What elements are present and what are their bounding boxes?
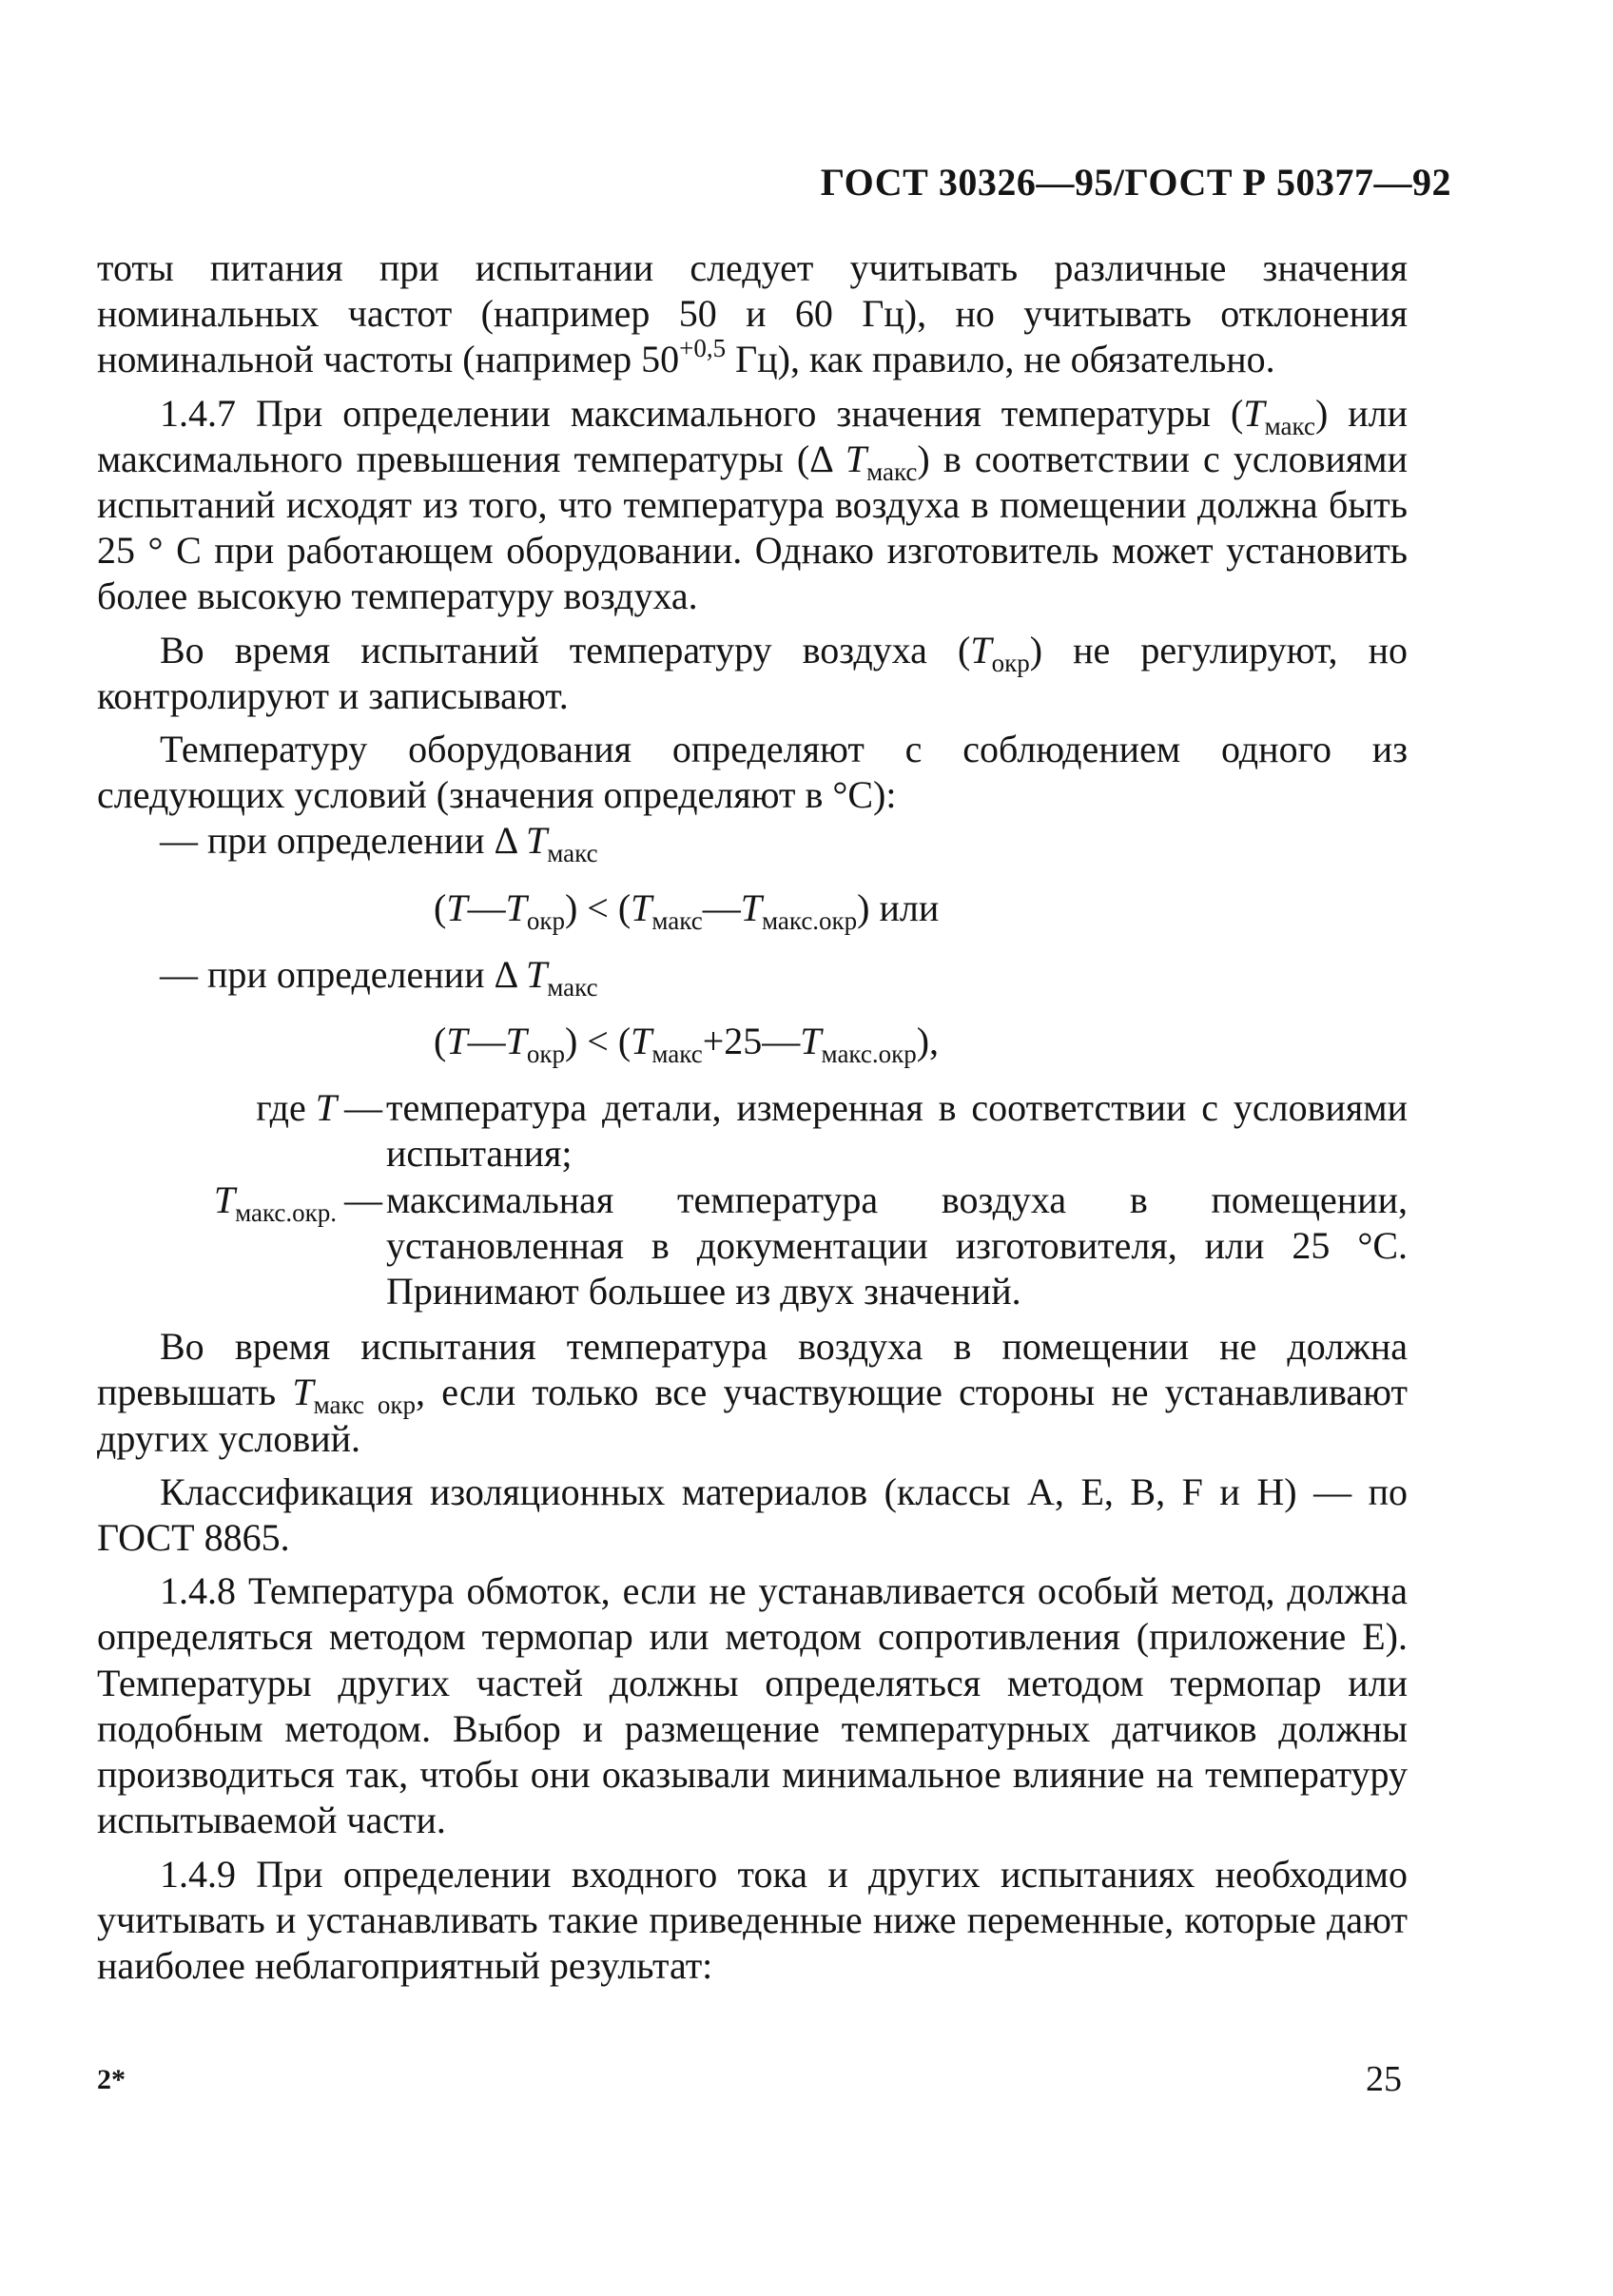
formula-part: ), [916, 1020, 940, 1063]
symbol: T [1243, 391, 1265, 435]
paragraph-1-4-8: 1.4.8 Температура обмоток, если не устанавливается особый метод, должна определяться методом термопар или методом сопротивления (приложение Е). Температуры других частей должны определяться методом термопар или подобным методом. Выбор и размещение температурных датчиков должны производиться так, чтобы они оказывали минимальное влияние на температуру испытываемой части. [97, 1569, 1408, 1842]
document-header: ГОСТ 30326—95/ГОСТ Р 50377—92 [820, 161, 1451, 204]
definition-list [97, 1085, 1408, 1314]
symbol: T [740, 885, 762, 929]
formula-part: ( [434, 885, 447, 929]
body-text [97, 245, 1408, 1989]
text-run: , если только все участвующие стороны не устанавливают других условий. [97, 1371, 1409, 1460]
paragraph-room-temp [97, 1324, 1408, 1462]
formula-part: ) < ( [564, 1020, 632, 1063]
text-run: — при определении Δ [160, 819, 526, 863]
symbol: T [292, 1371, 314, 1414]
definition-term [97, 1085, 337, 1131]
symbol: T [526, 952, 548, 996]
subscript: окр [526, 1040, 565, 1069]
page-number: 25 [1366, 2059, 1402, 2099]
definition-text: максимальная температура воздуха в помещении, установленная в документации изготовителя, или 25 °С. Принимают большее из двух значений. [386, 1177, 1408, 1313]
subscript: макс.окр. [235, 1197, 337, 1227]
formula-part: — [467, 885, 506, 929]
paragraph-air-temp [97, 628, 1408, 719]
superscript: +0,5 [679, 334, 727, 363]
symbol: T [845, 437, 867, 480]
subscript: макс [1264, 411, 1315, 440]
condition-2 [97, 952, 1408, 1002]
definition-term [97, 1177, 337, 1227]
subscript: окр [991, 648, 1030, 677]
subscript: макс.окр [821, 1040, 917, 1069]
symbol: T [970, 628, 992, 671]
condition-1 [97, 818, 1408, 868]
paragraph-1-4-9: 1.4.9 При определении входного тока и других испытаниях необходимо учитывать и устанавливать такие приведенные ниже переменные, которые дают наиболее неблагоприятный результат: [97, 1852, 1408, 1987]
symbol: T [631, 1020, 652, 1063]
signature-mark: 2* [97, 2064, 126, 2095]
subscript: макс [866, 457, 918, 486]
symbol: T [505, 885, 527, 929]
subscript: макс.окр [761, 905, 858, 935]
symbol: T [631, 885, 652, 929]
subscript: макс [547, 972, 598, 1002]
symbol: T [446, 1020, 468, 1063]
definition-text: температура детали, измеренная в соответствии с условиями испытания; [386, 1086, 1408, 1176]
subscript: макс окр [313, 1391, 417, 1420]
paragraph-1-4-7 [97, 391, 1408, 620]
definition-dash: — [344, 1086, 382, 1130]
symbol: T [446, 885, 468, 929]
formula-part: — [467, 1020, 506, 1063]
symbol: T [526, 819, 548, 863]
formula-part: +25— [702, 1020, 801, 1063]
definition-prefix: где [256, 1086, 316, 1130]
text-run: Гц), как правило, не обязательно. [726, 338, 1275, 381]
definition-dash: — [344, 1177, 382, 1221]
subscript: макс [547, 839, 598, 868]
text-run: — при определении Δ [160, 952, 526, 996]
text-run: Во время испытаний температуру воздуха ( [160, 628, 971, 671]
subscript: окр [526, 905, 565, 935]
formula-part: — [702, 885, 741, 929]
formula-part: ) или [857, 885, 940, 929]
formula-1 [97, 885, 1408, 935]
text-run: ) не регулируют, но контролируют и записывают. [97, 628, 1408, 717]
text-run: 1.4.7 При определении максимального значения температуры ( [160, 391, 1244, 435]
text-run: ) в соответствии с условиями испытаний исходят из того, что температура воздуха в помещении должна быть 25 ° С при работающем оборудовании. Однако изготовитель может установить более высокую температуру воздуха. [97, 437, 1408, 618]
text-run: ) или максимального превышения температуры (Δ [97, 391, 1408, 480]
subscript: макс [651, 1040, 703, 1069]
formula-part: ) < ( [564, 885, 632, 929]
symbol: T [315, 1086, 337, 1130]
text-run: Во время испытания температура воздуха в помещении не должна превышать [97, 1325, 1408, 1414]
definition-row [97, 1085, 1408, 1177]
definition-row [97, 1177, 1408, 1315]
formula-part: ( [434, 1020, 447, 1063]
text-run: тоты питания при испытании следует учитывать различные значения номинальных частот (например 50 и 60 Гц), но учитывать отклонения номинальной частоты (например 50 [97, 246, 1408, 381]
paragraph-continuation [97, 245, 1408, 383]
symbol: T [505, 1020, 527, 1063]
subscript: макс [651, 905, 703, 935]
formula-2 [97, 1019, 1408, 1069]
symbol: T [800, 1020, 822, 1063]
paragraph-insulation-classes: Классификация изоляционных материалов (классы А, Е, В, F и Н) — по ГОСТ 8865. [97, 1469, 1408, 1560]
symbol: T [213, 1177, 236, 1221]
paragraph-equipment-temp: Температуру оборудования определяют с соблюдением одного из следующих условий (значения определяют в °С): [97, 728, 1408, 817]
